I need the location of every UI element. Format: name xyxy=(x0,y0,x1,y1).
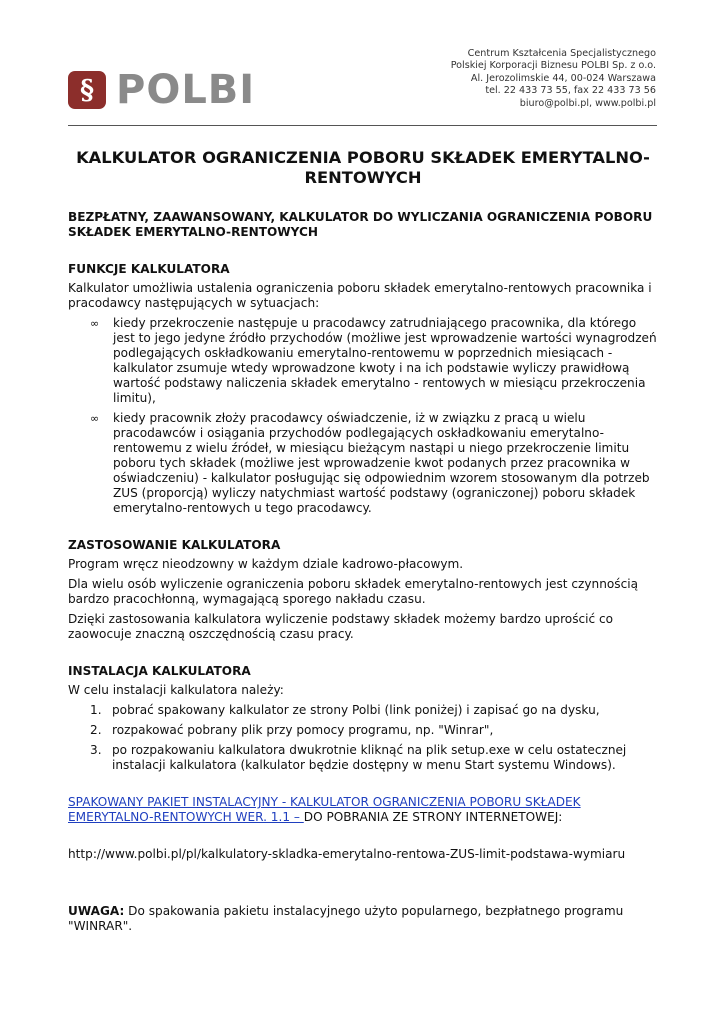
note-text: Do spakowania pakietu instalacyjnego użyto popularnego, bezpłatnego programu "WINRAR". xyxy=(68,904,624,933)
document-body xyxy=(68,148,658,934)
step-text: po rozpakowaniu kalkulatora dwukrotnie kliknąć na plik setup.exe w celu ostatecznej instalacji kalkulatora (kalkulator będzie dostępny w menu Start systemu Windows). xyxy=(112,743,627,772)
document-title: KALKULATOR OGRANICZENIA POBORU SKŁADEK EMERYTALNO-RENTOWYCH xyxy=(76,148,650,187)
company-line: Polskiej Korporacji Biznesu POLBI Sp. z o.o. xyxy=(450,60,656,72)
list-item-text: kiedy przekroczenie następuje u pracodawcy zatrudniającego pracownika, dla którego jest to jego jedyne źródło przychodów (możliwe jest wprowadzenie wartości wynagrodzeń podlegających oskładkowaniu emerytalno-rentowemu w poprzednich miesiącach - kalkulator zsumuje wtedy wprowadzone kwoty i na ich podstawie wyliczy prawidłową wartość podstawy naliczenia składek emerytalno - rentowych w miesiącu przekroczenia limitu), xyxy=(113,316,657,405)
functions-list xyxy=(68,316,658,516)
list-item-text: kiedy pracownik złoży pracodawcy oświadczenie, iż w związku z pracą u wielu pracodawców i osiągania przychodów podlegających oskładkowaniu emerytalno-rentowemu z wielu źródeł, w miesiącu bieżącym nastąpi u niego przekroczenie limitu poboru tych składek (możliwe jest wprowadzenie kwot podanych przez pracownika w oświadczeniu) - kalkulator posługując się odpowiednim wzorem stosowanym dla potrzeb ZUS (proporcją) wyliczy natychmiast wartość podstawy (ograniczonej) poboru składek emerytalno-rentowych u tego pracodawcy. xyxy=(113,411,650,515)
company-info xyxy=(451,48,656,110)
step-number: 1. xyxy=(90,703,102,717)
paragraph-sign-icon: § xyxy=(68,71,106,109)
application-paragraph: Dzięki zastosowania kalkulatora wyliczenie podstawy składek możemy bardzo uprościć co zaowocuje znaczną oszczędnością czasu pracy. xyxy=(68,612,614,641)
installation-heading: INSTALACJA KALKULATORA xyxy=(68,664,251,678)
company-line: biuro@polbi.pl, www.polbi.pl xyxy=(519,97,656,109)
header-divider xyxy=(68,125,657,126)
download-block xyxy=(68,795,658,825)
company-line: Al. Jerozolimskie 44, 00-024 Warszawa xyxy=(470,72,656,84)
document-subtitle: BEZPŁATNY, ZAAWANSOWANY, KALKULATOR DO WYLICZANIA OGRANICZENIA POBORU SKŁADEK EMERYTALNO-RENTOWYCH xyxy=(68,210,653,239)
infinity-bullet-icon: ∞ xyxy=(90,317,100,330)
note-label: UWAGA: xyxy=(68,904,125,918)
list-item xyxy=(68,316,658,406)
download-link[interactable]: SPAKOWANY PAKIET INSTALACYJNY - KALKULATOR OGRANICZENIA POBORU SKŁADEK EMERYTALNO-RENTOWYCH WER. 1.1 – xyxy=(68,795,581,824)
application-heading: ZASTOSOWANIE KALKULATORA xyxy=(68,538,281,552)
list-item xyxy=(68,703,658,718)
step-text: rozpakować pobrany plik przy pomocy programu, np. "Winrar", xyxy=(112,723,494,737)
infinity-bullet-icon: ∞ xyxy=(90,412,100,425)
installation-steps xyxy=(68,703,658,773)
company-line: tel. 22 433 73 55, fax 22 433 73 56 xyxy=(485,85,656,97)
functions-intro: Kalkulator umożliwia ustalenia ograniczenia poboru składek emerytalno-rentowych pracownika i pracodawcy następujących w sytuacjach: xyxy=(68,281,652,310)
note xyxy=(68,904,658,934)
functions-heading: FUNKCJE KALKULATORA xyxy=(68,262,230,276)
list-item xyxy=(68,411,658,516)
list-item xyxy=(68,743,658,773)
company-line: Centrum Kształcenia Specjalistycznego xyxy=(467,48,656,59)
polbi-logo xyxy=(68,67,256,113)
step-number: 3. xyxy=(90,743,102,757)
step-number: 2. xyxy=(90,723,102,737)
step-text: pobrać spakowany kalkulator ze strony Polbi (link poniżej) i zapisać go na dysku, xyxy=(112,703,600,717)
application-paragraph: Program wręcz nieodzowny w każdym dziale kadrowo-płacowym. xyxy=(68,557,464,571)
application-paragraph: Dla wielu osób wyliczenie ograniczenia poboru składek emerytalno-rentowych jest czynnością bardzo pracochłonną, wymagającą sporego nakładu czasu. xyxy=(68,577,638,606)
download-suffix: DO POBRANIA ZE STRONY INTERNETOWEJ: xyxy=(303,810,563,824)
list-item xyxy=(68,723,658,738)
installation-intro: W celu instalacji kalkulatora należy: xyxy=(68,683,284,697)
download-url: http://www.polbi.pl/pl/kalkulatory-skladka-emerytalno-rentowa-ZUS-limit-podstawa-wymiaru xyxy=(68,847,626,861)
logo-text: POLBI xyxy=(116,67,256,113)
page-header xyxy=(0,0,724,130)
